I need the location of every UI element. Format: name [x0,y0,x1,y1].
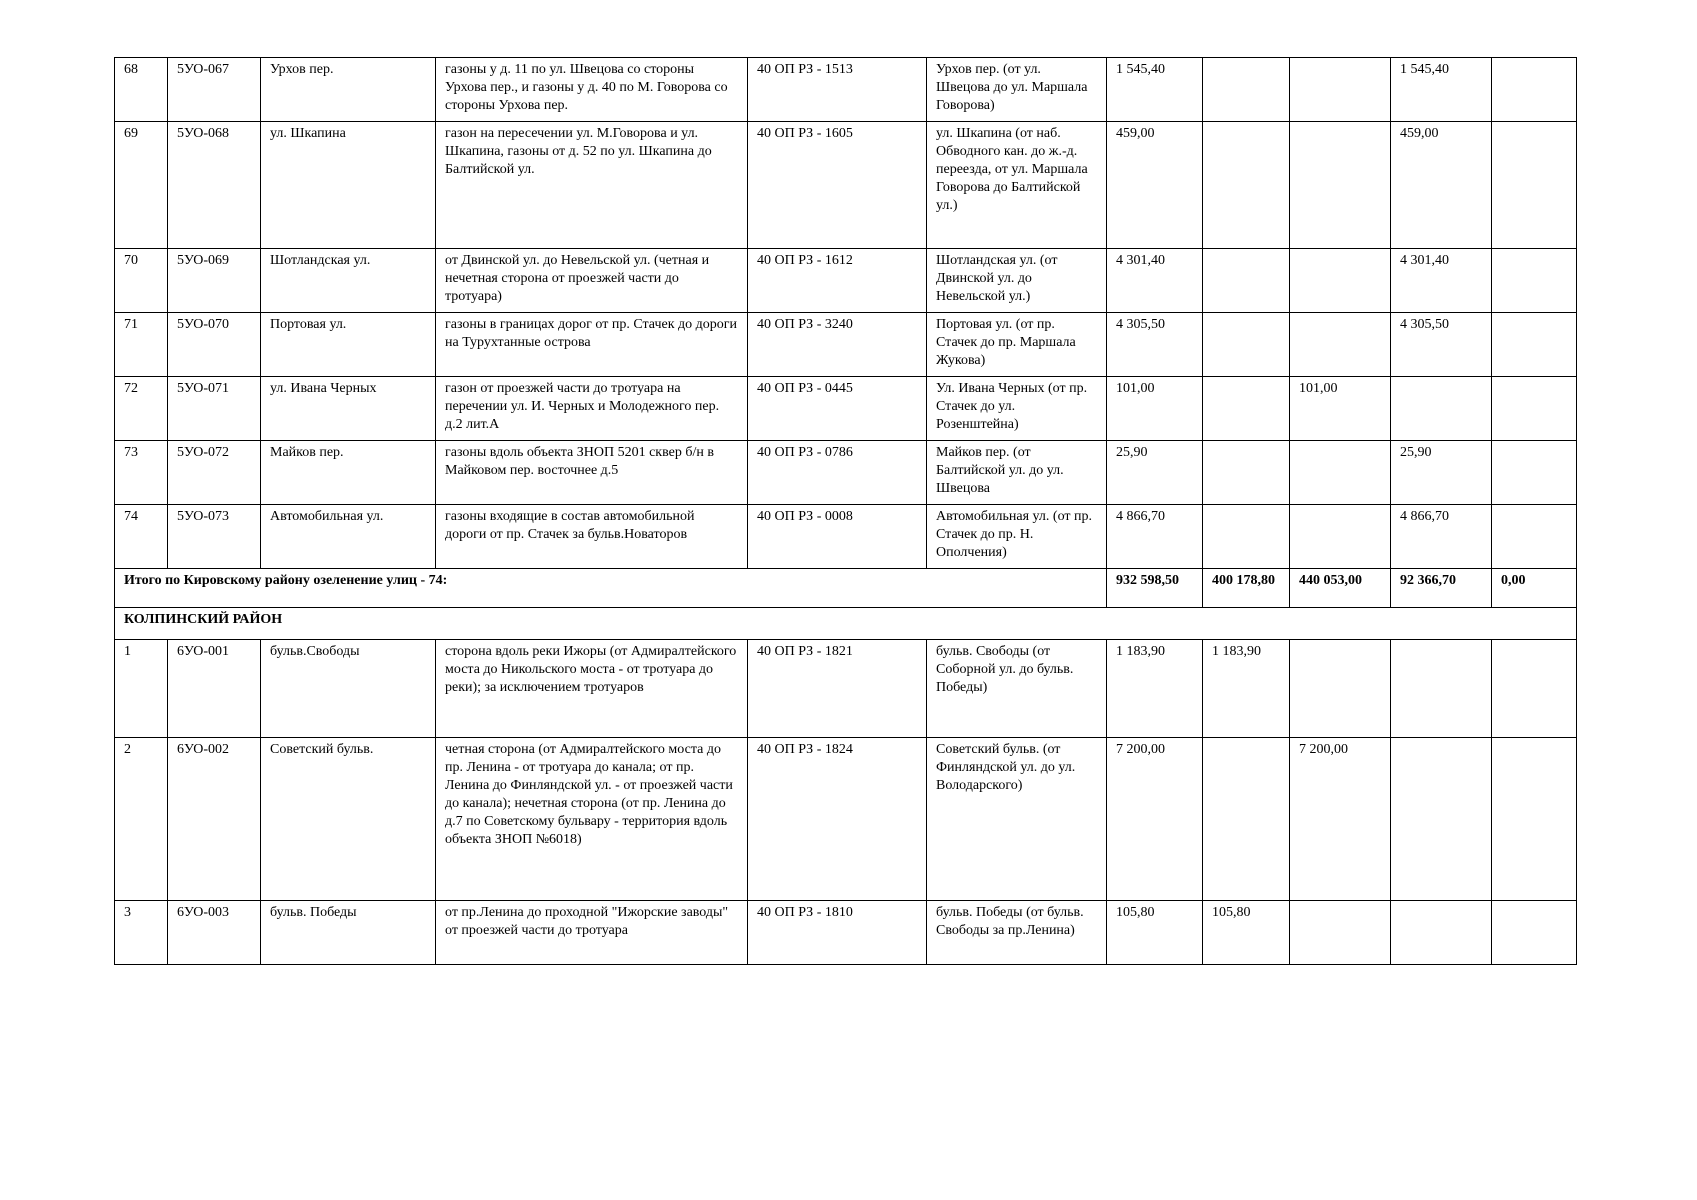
road-extent: Ул. Ивана Черных (от пр. Стачек до ул. Розенштейна) [927,377,1107,441]
street-name: Автомобильная ул. [261,505,436,569]
street-name: Майков пер. [261,441,436,505]
area-col-3 [1391,738,1492,901]
area-col-4 [1492,441,1577,505]
area-col-2 [1290,58,1391,122]
street-name: ул. Шкапина [261,122,436,249]
row-number: 73 [115,441,168,505]
table-row [115,249,1577,313]
greenery-registry-table [114,57,1577,965]
area-col-3: 25,90 [1391,441,1492,505]
road-extent: Урхов пер. (от ул. Швецова до ул. Маршала Говорова) [927,58,1107,122]
area-col-2 [1290,249,1391,313]
area-total: 1 183,90 [1107,640,1203,738]
area-col-4 [1492,313,1577,377]
area-col-2 [1290,505,1391,569]
road-id: 40 ОП РЗ - 1612 [748,249,927,313]
object-code: 5УО-070 [168,313,261,377]
road-id: 40 ОП РЗ - 0008 [748,505,927,569]
area-col-3 [1391,377,1492,441]
registry-sheet [114,57,1577,965]
row-number: 1 [115,640,168,738]
area-col-1 [1203,505,1290,569]
row-number: 68 [115,58,168,122]
street-name: Советский бульв. [261,738,436,901]
area-description: газоны у д. 11 по ул. Швецова со стороны Урхова пер., и газоны у д. 40 по М. Говорова со стороны Урхова пер. [436,58,748,122]
road-id: 40 ОП РЗ - 0445 [748,377,927,441]
area-col-1 [1203,313,1290,377]
road-extent: бульв. Свободы (от Соборной ул. до бульв. Победы) [927,640,1107,738]
road-extent: Майков пер. (от Балтийской ул. до ул. Швецова [927,441,1107,505]
area-col-4 [1492,901,1577,965]
road-id: 40 ОП РЗ - 0786 [748,441,927,505]
district-header-row [115,608,1577,640]
area-description: четная сторона (от Адмиралтейского моста до пр. Ленина - от тротуара до канала; от пр. Ленина до Финляндской ул. - от проезжей части до канала); нечетная сторона (от пр. Ленина до д.7 по Советскому бульвару - территория вдоль объекта ЗНОП №6018) [436,738,748,901]
area-col-3: 4 866,70 [1391,505,1492,569]
area-col-1 [1203,58,1290,122]
road-id: 40 ОП РЗ - 1821 [748,640,927,738]
road-extent: Портовая ул. (от пр. Стачек до пр. Маршала Жукова) [927,313,1107,377]
street-name: бульв.Свободы [261,640,436,738]
table-row [115,313,1577,377]
area-description: от пр.Ленина до проходной "Ижорские заводы" от проезжей части до тротуара [436,901,748,965]
area-col-4 [1492,122,1577,249]
street-name: Урхов пер. [261,58,436,122]
area-col-4 [1492,505,1577,569]
row-number: 3 [115,901,168,965]
table-row [115,122,1577,249]
area-col-4 [1492,249,1577,313]
area-col-1: 105,80 [1203,901,1290,965]
row-number: 69 [115,122,168,249]
district-total-label: Итого по Кировскому району озеленение улиц - 74: [115,569,1107,608]
area-col-2 [1290,640,1391,738]
area-col-1: 1 183,90 [1203,640,1290,738]
area-col-2 [1290,313,1391,377]
object-code: 5УО-068 [168,122,261,249]
table-row [115,377,1577,441]
road-extent: Советский бульв. (от Финляндской ул. до ул. Володарского) [927,738,1107,901]
road-id: 40 ОП РЗ - 1810 [748,901,927,965]
table-row [115,505,1577,569]
object-code: 5УО-067 [168,58,261,122]
district-total-col-3: 92 366,70 [1391,569,1492,608]
road-extent: бульв. Победы (от бульв. Свободы за пр.Ленина) [927,901,1107,965]
area-col-4 [1492,58,1577,122]
area-col-3: 459,00 [1391,122,1492,249]
area-total: 25,90 [1107,441,1203,505]
area-total: 4 301,40 [1107,249,1203,313]
street-name: бульв. Победы [261,901,436,965]
area-total: 7 200,00 [1107,738,1203,901]
area-description: сторона вдоль реки Ижоры (от Адмиралтейского моста до Никольского моста - от тротуара до реки); за исключением тротуаров [436,640,748,738]
area-col-1 [1203,249,1290,313]
area-description: газон на пересечении ул. М.Говорова и ул. Шкапина, газоны от д. 52 по ул. Шкапина до Балтийской ул. [436,122,748,249]
area-total: 459,00 [1107,122,1203,249]
road-id: 40 ОП РЗ - 1605 [748,122,927,249]
district-total-col-2: 440 053,00 [1290,569,1391,608]
area-description: газоны в границах дорог от пр. Стачек до дороги на Турухтанные острова [436,313,748,377]
area-description: газоны входящие в состав автомобильной дороги от пр. Стачек за бульв.Новаторов [436,505,748,569]
area-total: 1 545,40 [1107,58,1203,122]
table-row [115,738,1577,901]
road-extent: Автомобильная ул. (от пр. Стачек до пр. Н. Ополчения) [927,505,1107,569]
district-total-row [115,569,1577,608]
area-total: 101,00 [1107,377,1203,441]
object-code: 6УО-001 [168,640,261,738]
area-col-1 [1203,122,1290,249]
road-id: 40 ОП РЗ - 1824 [748,738,927,901]
district-total-col-1: 400 178,80 [1203,569,1290,608]
object-code: 6УО-002 [168,738,261,901]
area-col-1 [1203,738,1290,901]
table-row [115,441,1577,505]
area-col-2 [1290,901,1391,965]
area-col-2: 101,00 [1290,377,1391,441]
area-col-1 [1203,441,1290,505]
table-row [115,901,1577,965]
road-extent: Шотландская ул. (от Двинской ул. до Невельской ул.) [927,249,1107,313]
area-col-3: 4 305,50 [1391,313,1492,377]
area-col-2 [1290,122,1391,249]
district-total-col-4: 0,00 [1492,569,1577,608]
district-total-area: 932 598,50 [1107,569,1203,608]
object-code: 5УО-073 [168,505,261,569]
area-col-4 [1492,738,1577,901]
area-total: 4 305,50 [1107,313,1203,377]
table-row [115,58,1577,122]
area-total: 4 866,70 [1107,505,1203,569]
object-code: 6УО-003 [168,901,261,965]
table-row [115,640,1577,738]
road-id: 40 ОП РЗ - 3240 [748,313,927,377]
area-description: от Двинской ул. до Невельской ул. (четная и нечетная сторона от проезжей части до тротуара) [436,249,748,313]
area-col-4 [1492,640,1577,738]
row-number: 71 [115,313,168,377]
area-col-1 [1203,377,1290,441]
road-id: 40 ОП РЗ - 1513 [748,58,927,122]
object-code: 5УО-069 [168,249,261,313]
row-number: 70 [115,249,168,313]
area-description: газон от проезжей части до тротуара на перечении ул. И. Черных и Молодежного пер. д.2 лит.А [436,377,748,441]
street-name: ул. Ивана Черных [261,377,436,441]
area-col-3: 4 301,40 [1391,249,1492,313]
area-description: газоны вдоль объекта ЗНОП 5201 сквер б/н в Майковом пер. восточнее д.5 [436,441,748,505]
area-col-3: 1 545,40 [1391,58,1492,122]
object-code: 5УО-071 [168,377,261,441]
area-col-4 [1492,377,1577,441]
row-number: 2 [115,738,168,901]
area-col-2: 7 200,00 [1290,738,1391,901]
area-total: 105,80 [1107,901,1203,965]
area-col-3 [1391,640,1492,738]
road-extent: ул. Шкапина (от наб. Обводного кан. до ж.-д. переезда, от ул. Маршала Говорова до Балтийской ул.) [927,122,1107,249]
street-name: Портовая ул. [261,313,436,377]
row-number: 74 [115,505,168,569]
area-col-2 [1290,441,1391,505]
row-number: 72 [115,377,168,441]
area-col-3 [1391,901,1492,965]
street-name: Шотландская ул. [261,249,436,313]
object-code: 5УО-072 [168,441,261,505]
district-name: КОЛПИНСКИЙ РАЙОН [115,608,1577,640]
